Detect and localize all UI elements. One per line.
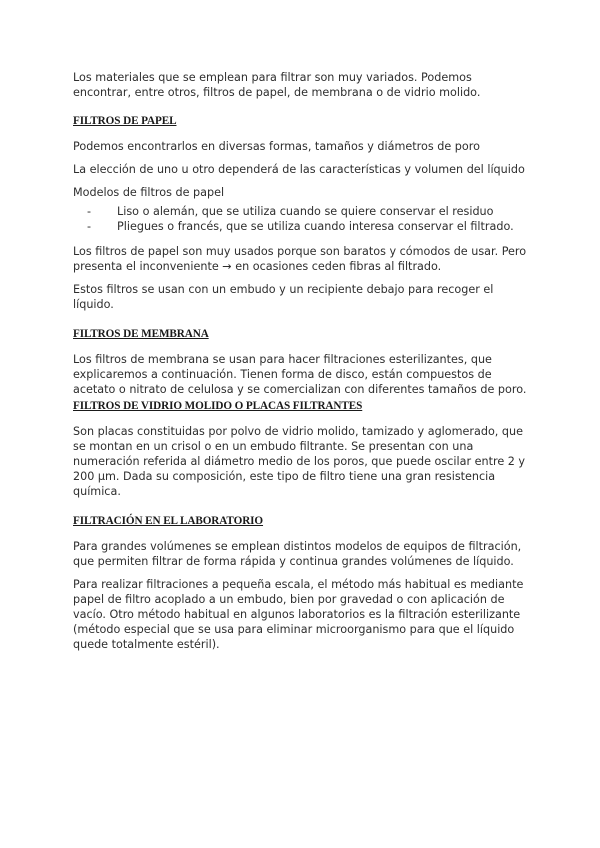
list-item-text: Liso o alemán, que se utiliza cuando se quiere conservar el residuo — [117, 205, 494, 218]
papel-paragraph-eleccion: La elección de uno u otro dependerá de las características y volumen del líquido — [73, 163, 525, 176]
list-item — [87, 219, 529, 234]
papel-paragraph-embudo: Estos filtros se usan con un embudo y un recipiente debajo para recoger el líquido. — [73, 283, 494, 311]
papel-paragraph-inconveniente: Los filtros de papel son muy usados porque son baratos y cómodos de usar. Pero presenta el inconveniente → en ocasiones ceden fibras al filtrado. — [73, 245, 527, 273]
dash-bullet: - — [87, 205, 92, 218]
list-item — [87, 204, 529, 219]
heading-filtros-papel: FILTROS DE PAPEL — [73, 115, 177, 127]
papel-paragraph-formas: Podemos encontrarlos en diversas formas, tamaños y diámetros de poro — [73, 140, 480, 153]
intro-paragraph: Los materiales que se emplean para filtrar son muy variados. Podemos encontrar, entre otros, filtros de papel, de membrana o de vidrio molido. — [73, 71, 481, 99]
heading-filtros-vidrio: FILTROS DE VIDRIO MOLIDO O PLACAS FILTRANTES — [73, 400, 363, 412]
papel-models-list — [73, 204, 529, 234]
papel-paragraph-modelos: Modelos de filtros de papel — [73, 186, 225, 199]
vidrio-paragraph: Son placas constituidas por polvo de vidrio molido, tamizado y aglomerado, que se montan en un crisol o en un embudo filtrante. Se presentan con una numeración referida al diámetro medio de los poros, que puede oscilar entre 2 y 200 µm. Dada su composición, este tipo de filtro tiene una gran resistencia química. — [73, 425, 526, 498]
document-body — [73, 70, 529, 660]
list-item-text: Pliegues o francés, que se utiliza cuando interesa conservar el filtrado. — [117, 220, 514, 233]
heading-filtros-membrana: FILTROS DE MEMBRANA — [73, 328, 209, 340]
laboratorio-paragraph-grandes: Para grandes volúmenes se emplean distintos modelos de equipos de filtración, que permiten filtrar de forma rápida y continua grandes volúmenes de líquido. — [73, 540, 522, 568]
dash-bullet: - — [87, 220, 92, 233]
heading-filtracion-laboratorio: FILTRACIÓN EN EL LABORATORIO — [73, 515, 264, 527]
laboratorio-paragraph-pequena: Para realizar filtraciones a pequeña escala, el método más habitual es mediante papel de filtro acoplado a un embudo, bien por gravedad o con aplicación de vacío. Otro método habitual en algunos laboratorios es la filtración esterilizante (método especial que se usa para eliminar microorganismo para que el líquido quede totalmente estéril). — [73, 578, 524, 651]
membrana-paragraph: Los filtros de membrana se usan para hacer filtraciones esterilizantes, que explicaremos a continuación. Tienen forma de disco, están compuestos de acetato o nitrato de celulosa y se comercializan con diferentes tamaños de poro. — [73, 353, 527, 396]
